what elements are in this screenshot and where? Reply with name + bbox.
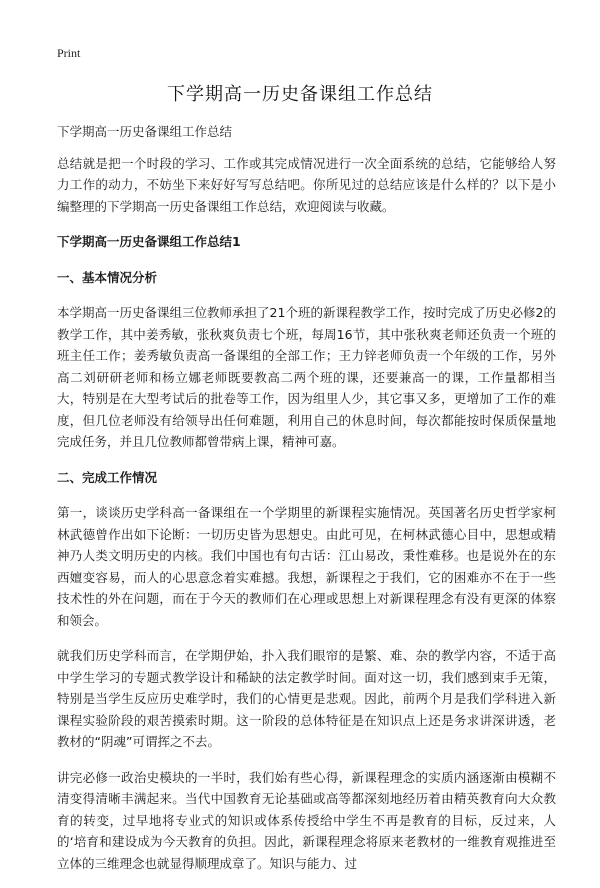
article-body bbox=[57, 121, 556, 888]
section-2-paragraph-2: 就我们历史学科而言，在学期伊始，扑入我们眼帘的是繁、难、杂的教学内容，不适于高中学生学习的专题式教学设计和稀缺的法定教学时间。面对这一切，我们感到束手无策，特别是当学生反应历史难学时，我们的心情更是悲观。因此，前两个月是我们学科进入新课程实验阶段的艰苦摸索时期。这一阶段的总体特征是在知识点上还是务求讲深讲透，老教材的“阴魂”可谓挥之不去。 bbox=[57, 648, 556, 749]
section-1-heading: 一、基本情况分析 bbox=[57, 269, 158, 285]
section-2-paragraph-1: 第一，谈谈历史学科高一备课组在一个学期里的新课程实施情况。英国著名历史哲学家柯林武德曾作出如下论断：一切历史皆为思想史。由此可见，在柯林武德心目中，思想或精神乃人类文明历史的内核。我们中国也有句古话：江山易改，秉性难移。也是说外在的东西嬗变容易，而人的心思意念着实难撼。我想，新课程之于我们，它的困难亦不在于一些技术性的外在问题，而在于今天的教师们在心理或思想上对新课程理念有没有更深的体察和领会。 bbox=[57, 505, 556, 628]
section-2-heading: 二、完成工作情况 bbox=[57, 469, 158, 485]
print-link[interactable]: Print bbox=[57, 46, 81, 60]
article-heading: 下学期高一历史备课组工作总结1 bbox=[57, 234, 241, 249]
page-title: 下学期高一历史备课组工作总结 bbox=[167, 84, 433, 105]
section-2-paragraph-3: 讲完必修一政治史模块的一半时，我们始有些心得，新课程理念的实质内涵逐渐由模糊不清变得清晰丰满起来。当代中国教育无论基础或高等都深刻地经历着由精英教育向大众教育的转变，过早地将专业式的知识或体系传授给中学生不再是教育的目标，反过来，人的‘培育和建设成为今天教育的负担。因此，新课程理念将原来老教材的一维教育观推进至立体的三维理念也就显得顺理成章了。知识与能力、过 bbox=[57, 769, 556, 871]
subtitle: 下学期高一历史备课组工作总结 bbox=[57, 124, 233, 139]
section-1-paragraph: 本学期高一历史备课组三位教师承担了21个班的新课程教学工作，按时完成了历史必修2的教学工作，其中姜秀敏，张秋爽负责七个班，每周16节，其中张秋爽老师还负责一个班的班主任工作；姜秀敏负责高一备课组的全部工作；王力锌老师负责一个年级的工作，另外高二刘研研老师和杨立娜老师既要教高二两个班的课，还要兼高一的课，工作量都相当大，特别是在大型考试后的批卷等工作，因为组里人少，其它事又多，更增加了工作的难度，但几位老师没有给领导出任何难题，利用自己的休息时间，每次都能按时保质保量地完成任务，并且几位教师都曾带病上课，精神可嘉。 bbox=[57, 305, 556, 449]
intro-paragraph: 总结就是把一个时段的学习、工作或其完成情况进行一次全面系统的总结，它能够给人努力工作的动力，不妨坐下来好好写写总结吧。你所见过的总结应该是什么样的？以下是小编整理的下学期高一历史备课组工作总结，欢迎阅读与收藏。 bbox=[57, 155, 556, 214]
